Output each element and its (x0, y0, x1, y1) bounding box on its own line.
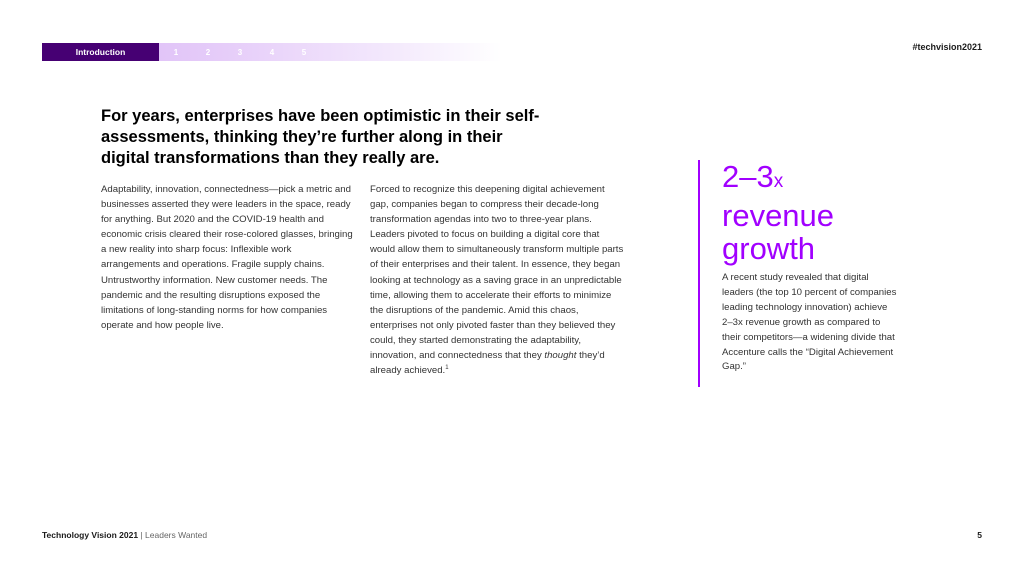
page-number: 5 (977, 530, 982, 540)
footnote-marker[interactable]: 1 (445, 364, 449, 371)
body-column-2-text-end: they’d already achieved. (370, 350, 605, 377)
nav-tab-4[interactable]: 4 (269, 47, 275, 57)
body-column-2-text: Forced to recognize this deepening digital achievement gap, companies began to compress their decade-long transformation agendas into two to three-year plans. Leaders pivoted to focus on building a digital core that would allow them to simultaneously transform multiple parts of their enterprises and their talent. In essence, they began looking at technology as a saving grace in an unpredictable time, allowing them to accelerate their efforts to minimize the disruptions of the pandemic. Amid this chaos, enterprises not only pivoted faster than they believed they could, they started demonstrating the adaptability, innovation, and connectedness that they (370, 184, 624, 362)
nav-tab-1[interactable]: 1 (173, 47, 179, 57)
callout-stat (722, 160, 922, 266)
stat-suffix: x (773, 171, 784, 192)
footer-subtitle: Leaders Wanted (145, 530, 208, 540)
stat-line-growth: growth (722, 231, 816, 266)
stat-line-revenue: revenue (722, 197, 835, 233)
stat-number: 2–3 (722, 159, 774, 194)
footer-separator: | (140, 530, 143, 540)
nav-tab-2[interactable]: 2 (205, 47, 211, 57)
page-headline: For years, enterprises have been optimistic in their self-assessments, thinking they’re further along in their digital transformations than they really are. (101, 107, 540, 167)
footer-title: Technology Vision 2021 (42, 530, 139, 540)
body-column-2-italic: thought (544, 350, 577, 362)
callout-text: A recent study revealed that digital leaders (the top 10 percent of companies leading technology innovation) achieve 2–3x revenue growth as compared to their competitors—a widening divide that Accenture calls the “Digital Achievement Gap.” (722, 272, 897, 373)
callout-accent-bar (698, 160, 700, 387)
section-nav (42, 43, 502, 61)
nav-tab-introduction[interactable]: Introduction (42, 43, 159, 61)
hashtag: #techvision2021 (912, 42, 982, 52)
body-column-1: Adaptability, innovation, connectedness—pick a metric and businesses asserted they were leaders in the space, ready for anything. But 2020 and the COVID-19 health and economic crisis cleared their rose-colored glasses, bringing a new reality into sharp focus: Inflexible work arrangements and operations. Fragile supply chains. Untrustworthy information. New customer needs. The pandemic and the resulting disruptions exposed the limitations of long-standing norms for how companies operate and how people live. (101, 184, 353, 331)
body-column-2 (370, 182, 625, 378)
nav-tab-5[interactable]: 5 (301, 47, 307, 57)
nav-tab-3[interactable]: 3 (237, 47, 243, 57)
footer (42, 530, 207, 540)
